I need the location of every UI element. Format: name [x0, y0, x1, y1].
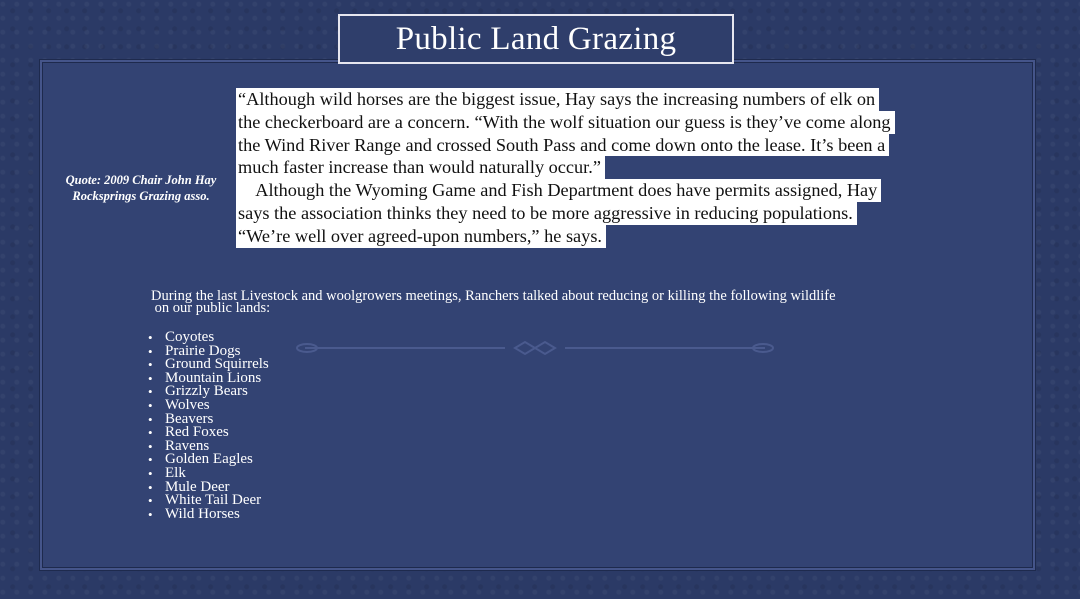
quote-block — [236, 88, 976, 248]
intro-line-1: During the last Livestock and woolgrowers meetings, Ranchers talked about reducing or killing the following wildlife — [151, 288, 836, 304]
ornamental-divider — [285, 340, 785, 356]
title-box — [338, 14, 734, 64]
list-item: • Wild Horses — [147, 508, 269, 522]
quote-line: “Although wild horses are the biggest issue, Hay says the increasing numbers of elk on — [236, 88, 879, 111]
list-item: • Prairie Dogs — [147, 345, 269, 359]
quote-line: the checkerboard are a concern. “With the wolf situation our guess is they’ve come along — [236, 111, 895, 134]
quote-line: says the association thinks they need to be more aggressive in reducing populations. — [236, 202, 857, 225]
list-item: • Ground Squirrels — [147, 358, 269, 372]
attribution-line-2: Rocksprings Grazing asso. — [72, 189, 210, 203]
list-item: • Mountain Lions — [147, 372, 269, 386]
intro-text — [151, 290, 951, 314]
list-item: • Beavers — [147, 413, 269, 427]
intro-line-2: on our public lands: — [151, 300, 271, 316]
list-item: • Wolves — [147, 399, 269, 413]
quote-line: the Wind River Range and crossed South Pass and come down onto the lease. It’s been a — [236, 134, 889, 157]
list-item: • Coyotes — [147, 331, 269, 345]
list-item: • Mule Deer — [147, 481, 269, 495]
slide-title: Public Land Grazing — [395, 20, 677, 57]
list-item: • Golden Eagles — [147, 453, 269, 467]
wildlife-list — [147, 331, 269, 521]
quote-line: Although the Wyoming Game and Fish Department does have permits assigned, Hay — [236, 179, 881, 202]
list-item: • Ravens — [147, 440, 269, 454]
quote-attribution — [52, 172, 230, 204]
attribution-line-1: Quote: 2009 Chair John Hay — [65, 173, 217, 187]
quote-line: “We’re well over agreed-upon numbers,” he says. — [236, 225, 606, 248]
list-item: • White Tail Deer — [147, 494, 269, 508]
list-item: • Grizzly Bears — [147, 385, 269, 399]
list-item: • Elk — [147, 467, 269, 481]
quote-line: much faster increase than would naturally occur.” — [236, 156, 605, 179]
list-item: • Red Foxes — [147, 426, 269, 440]
